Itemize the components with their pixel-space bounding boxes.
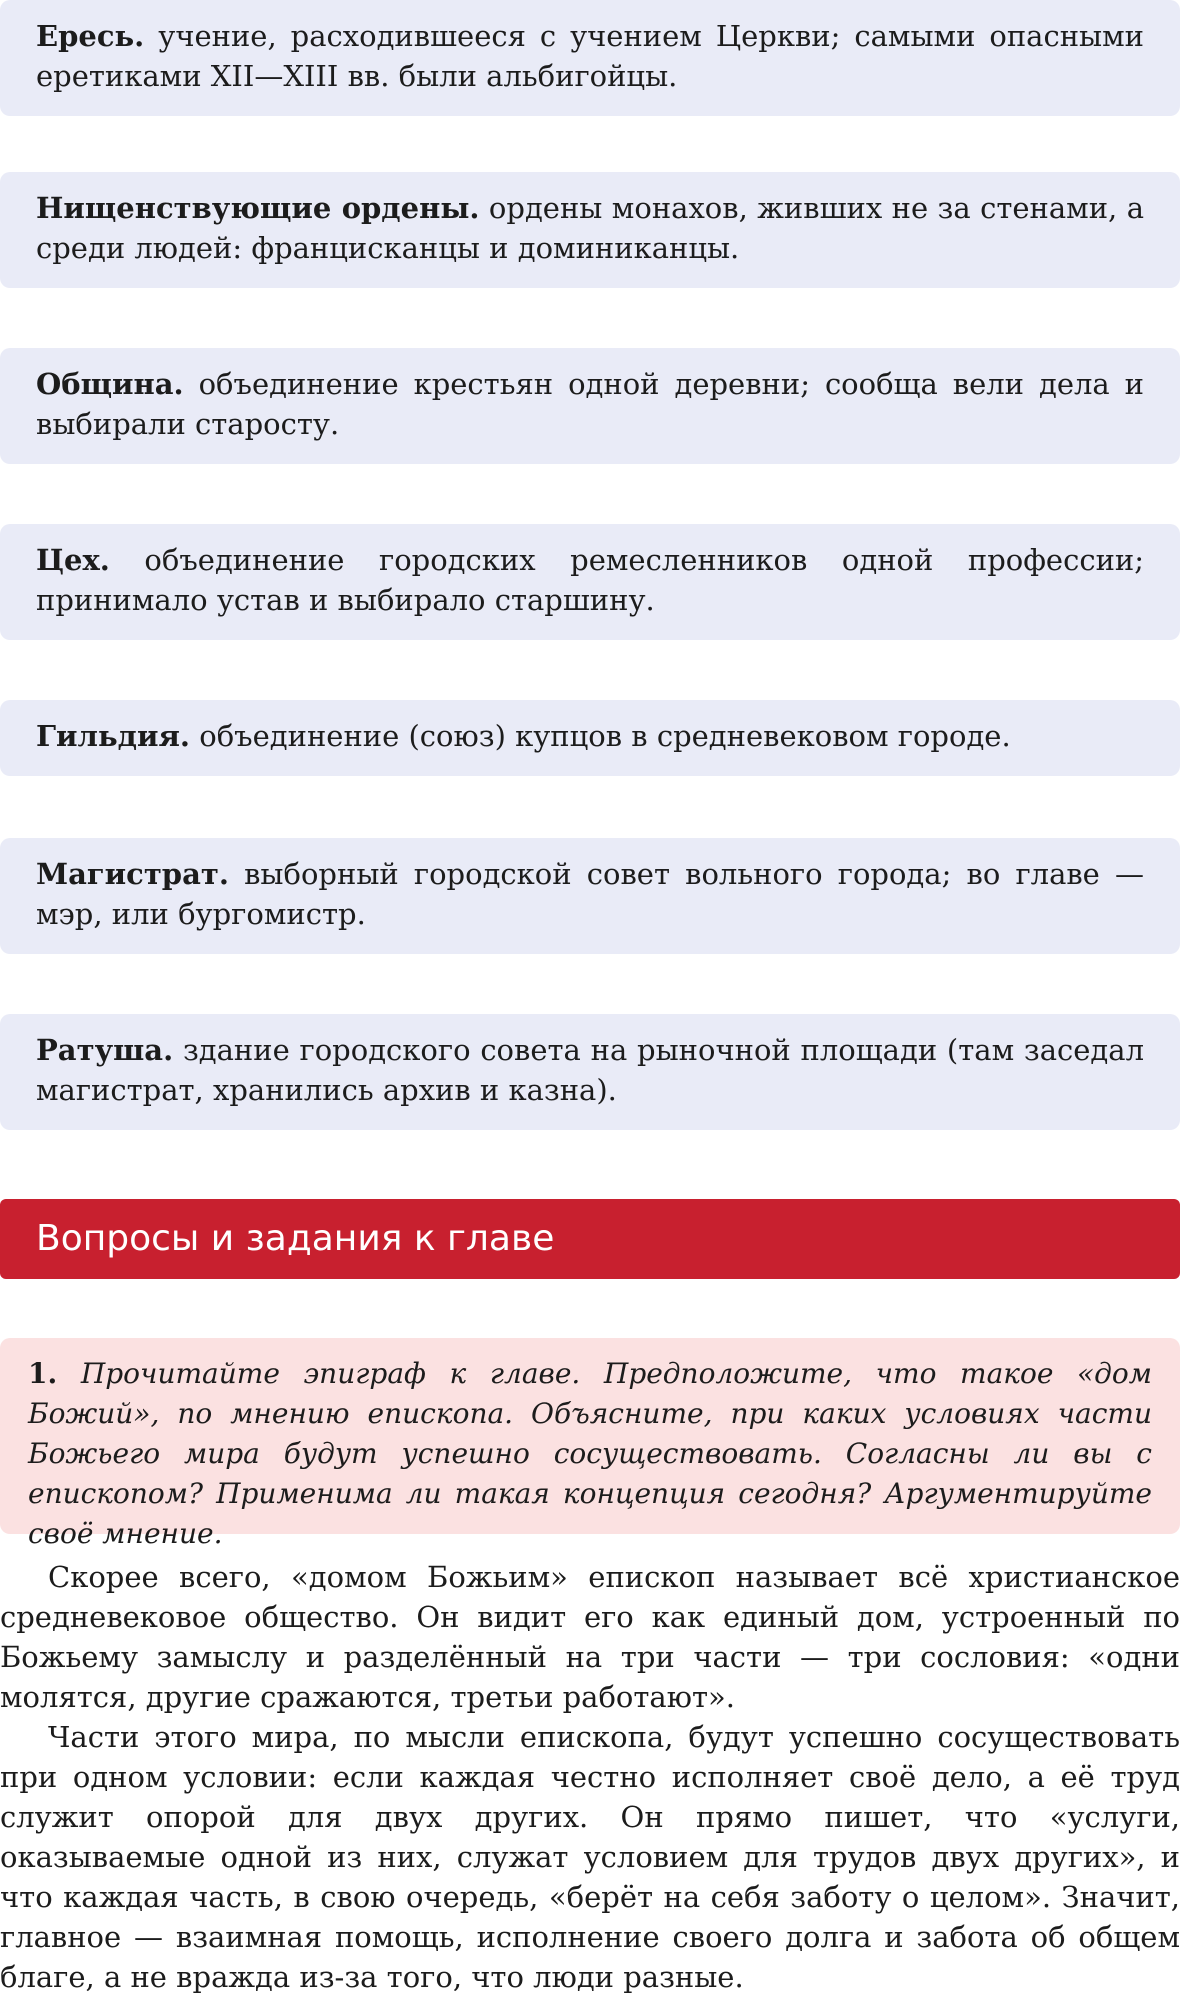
term-card-merchant-guild xyxy=(0,700,1180,776)
answer-text xyxy=(0,1557,1180,1997)
term-word: Ересь. xyxy=(36,19,145,53)
term-card-town-hall xyxy=(0,1014,1180,1130)
term-card-mendicant-orders xyxy=(0,172,1180,288)
term-word: Магистрат. xyxy=(36,857,229,891)
term-word: Нищенствующие ордены. xyxy=(36,191,480,225)
term-card-heresy xyxy=(0,0,1180,116)
term-definition: объединение крестьян одной деревни; сообща вели дела и выбирали старосту. xyxy=(36,367,1145,441)
question-number: 1. xyxy=(28,1357,58,1390)
term-word: Ратуша. xyxy=(36,1033,174,1067)
term-definition: объединение (союз) купцов в средневековом городе. xyxy=(199,719,1011,753)
term-definition: здание городского совета на рыночной площади (там заседал магистрат, хранились архив и казна). xyxy=(36,1033,1144,1107)
term-card-guild-craft xyxy=(0,524,1180,640)
term-word: Община. xyxy=(36,367,184,401)
term-card-community xyxy=(0,348,1180,464)
term-definition: учение, расходившееся с учением Церкви; самыми опасными еретиками XII—XIII вв. были альбигойцы. xyxy=(36,19,1144,93)
term-definition: выборный городской совет вольного города; во главе — мэр, или бургомистр. xyxy=(36,857,1145,931)
question-text: Прочитайте эпиграф к главе. Предположите, что такое «дом Божий», по мнению епископа. Объясните, при каких условиях части Божьего мира будут успешно сосуществовать. Согласны ли вы с епископом? Применима ли такая концепция сегодня? Аргументируйте своё мнение. xyxy=(28,1357,1152,1550)
answer-paragraph: Части этого мира, по мысли епископа, будут успешно сосуществовать при одном условии: если каждая честно исполняет своё дело, а её труд служит опорой для двух других. Он прямо пишет, что «услуги, оказываемые одной из них, служат условием для трудов двух других», и что каждая часть, в свою очередь, «берёт на себя заботу о целом». Значит, главное — взаимная помощь, исполнение своего долга и забота об общем благе, а не вражда из-за того, что люди разные. xyxy=(0,1720,1180,1994)
term-definition: ордены монахов, живших не за стенами, а среди людей: францисканцы и доминиканцы. xyxy=(36,191,1144,265)
term-word: Цех. xyxy=(36,543,110,577)
section-header xyxy=(0,1199,1180,1279)
answer-paragraph: Скорее всего, «домом Божьим» епископ называет всё христианское средневековое общество. Он видит его как единый дом, устроенный по Божьему замыслу и разделённый на три части — три сословия: «одни молятся, другие сражаются, третьи работают». xyxy=(0,1560,1180,1714)
term-definition: объединение городских ремесленников одной профессии; принимало устав и выбирало старшину. xyxy=(36,543,1144,617)
term-card-magistrate xyxy=(0,838,1180,954)
question-box xyxy=(0,1338,1180,1550)
term-word: Гильдия. xyxy=(36,719,191,753)
section-title: Вопросы и задания к главе xyxy=(36,1218,555,1259)
